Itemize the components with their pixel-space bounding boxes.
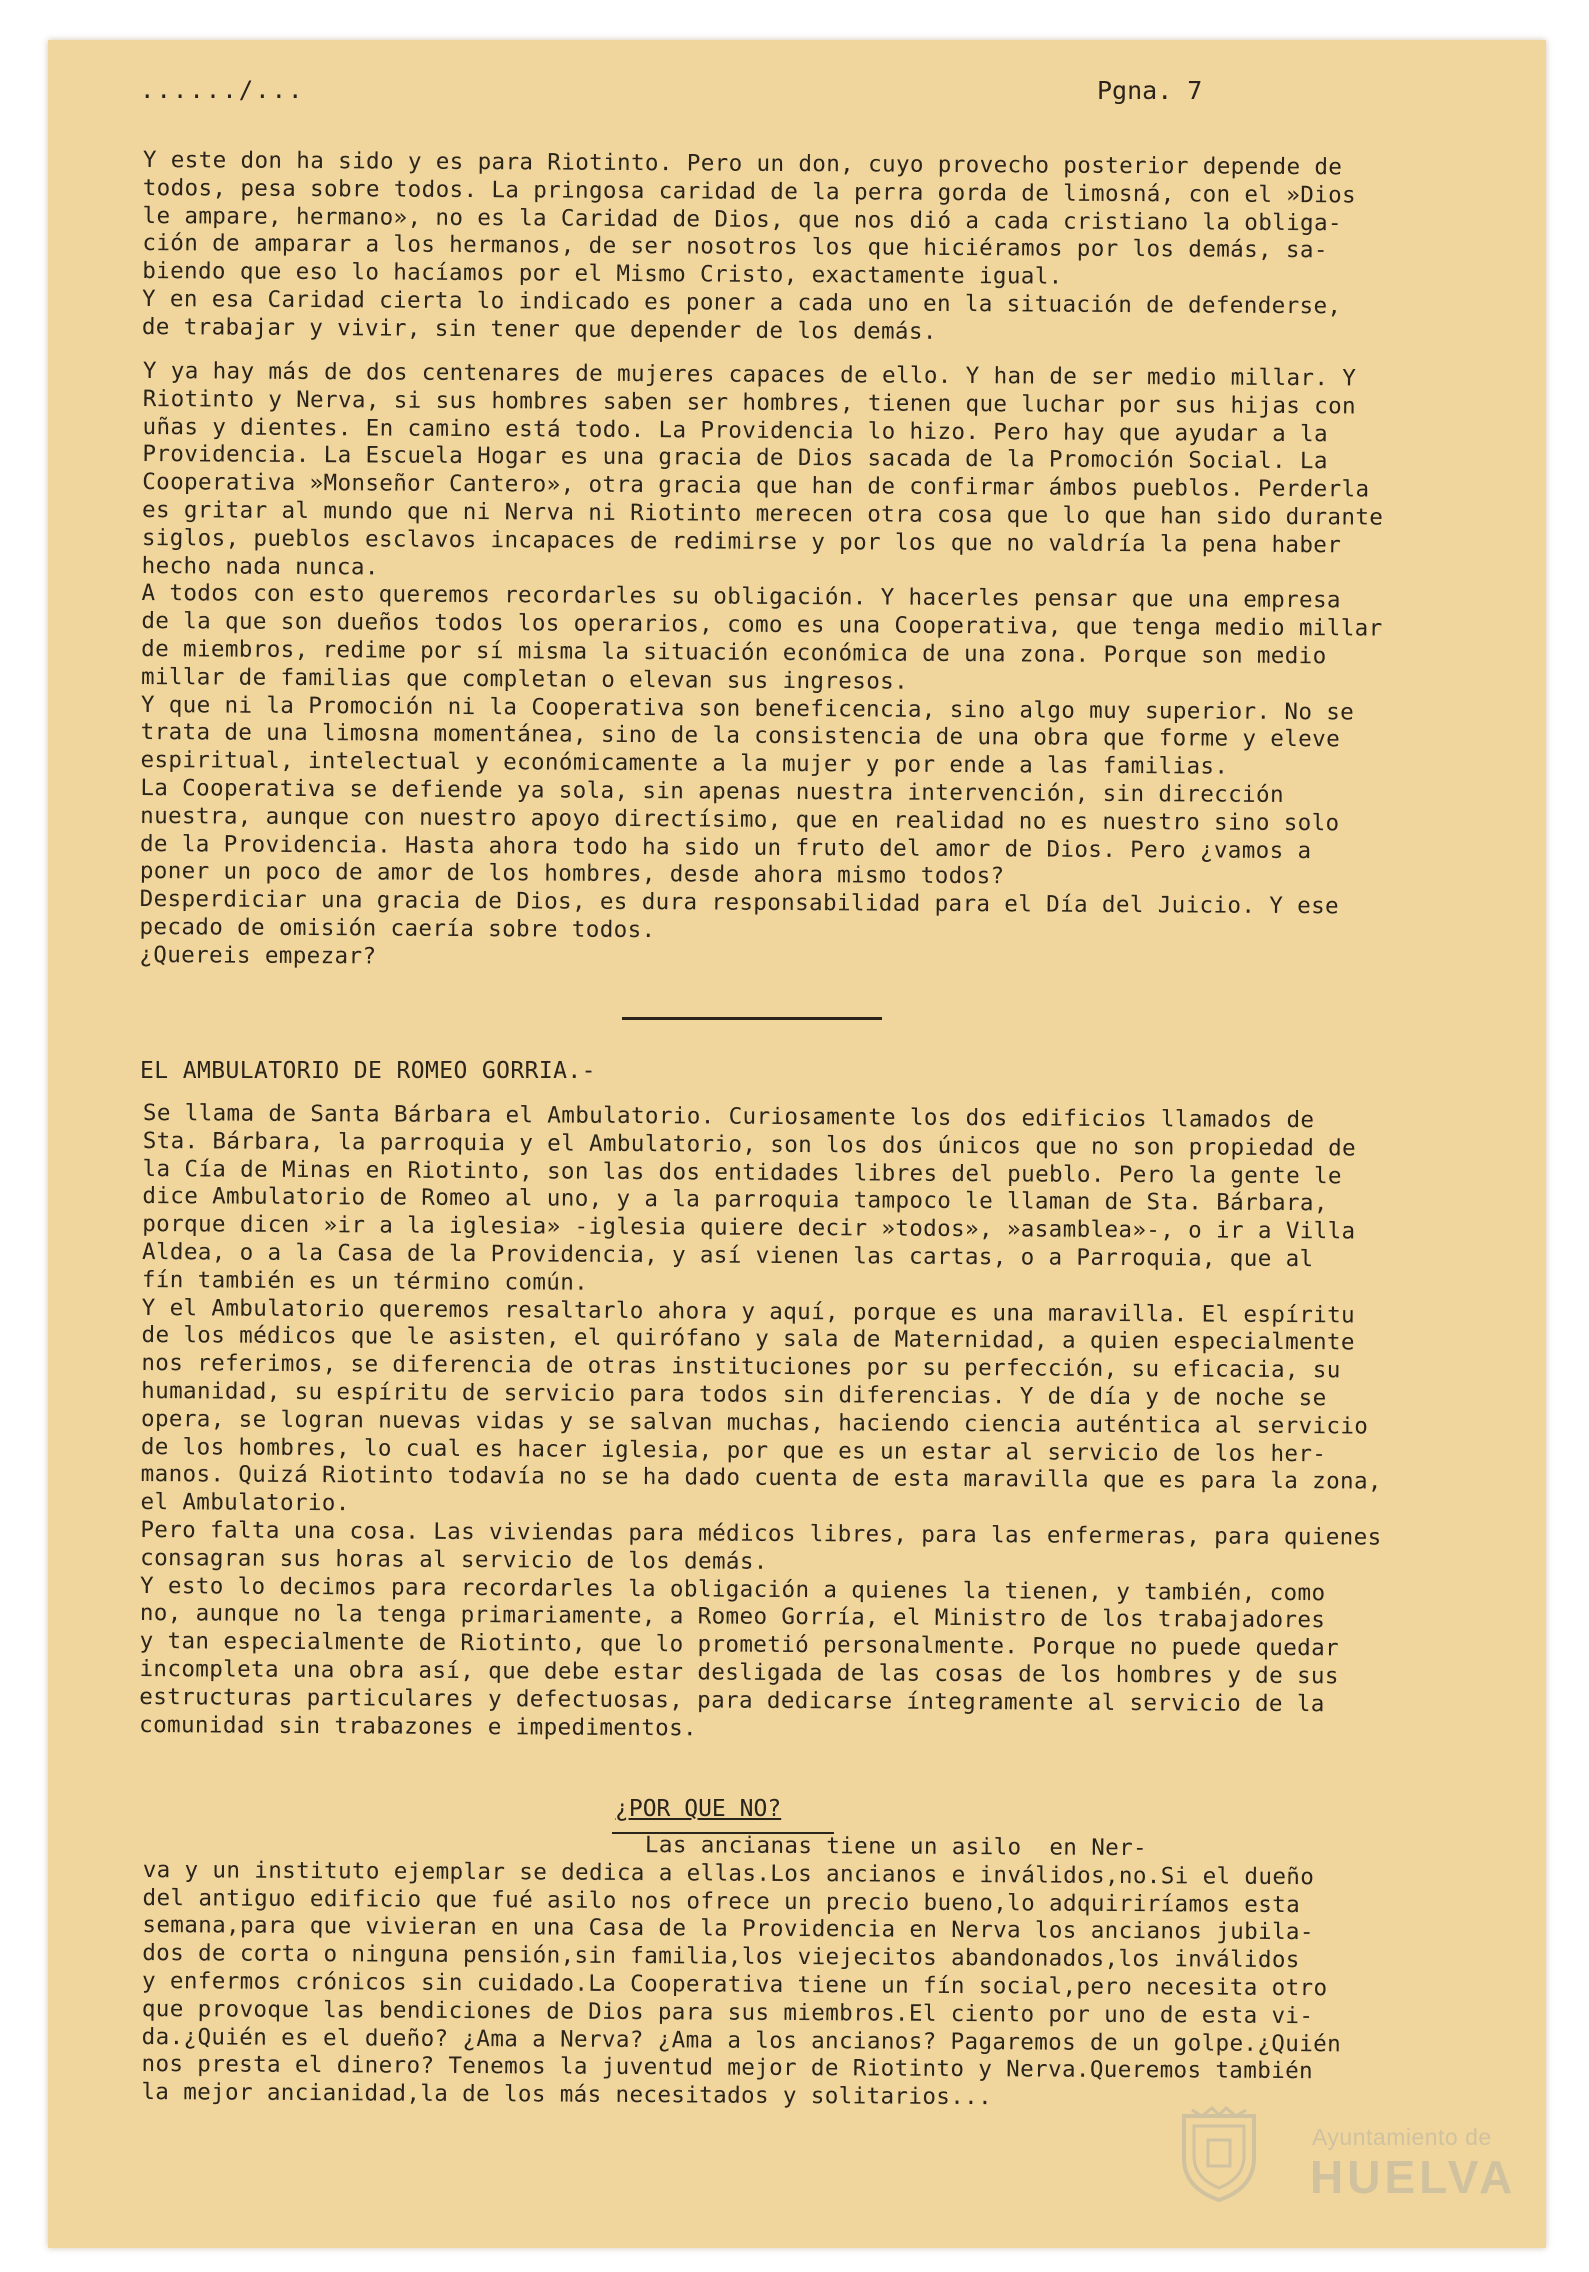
text-line: ción de amparar a los hermanos, de ser nosotros los que hiciéramos por los demás, sa- xyxy=(142,230,1328,264)
text-line: pecado de omisión caería sobre todos. xyxy=(139,913,656,944)
text-line: opera, se logran nuevas vidas y se salvan muchas, haciendo ciencia auténtica al servicio xyxy=(140,1405,1369,1440)
text-line: la Cía de Minas en Riotinto, son las dos entidades libres del pueblo. Pero la gente le xyxy=(142,1155,1343,1189)
text-line: de la Providencia. Hasta ahora todo ha sido un fruto del amor de Dios. Pero ¿vamos a xyxy=(139,830,1312,864)
text-line: ¿Quereis empezar? xyxy=(139,941,377,970)
text-line: Se llama de Santa Bárbara el Ambulatorio. Curiosamente los dos edificios llamados de xyxy=(142,1100,1315,1134)
text-line: semana,para que vivieran en una Casa de la Providencia en Nerva los ancianos jubila- xyxy=(142,1912,1314,1946)
text-line: le ampare, hermano», no es la Caridad de Dios, que nos dió a cada cristiano la obliga- xyxy=(142,202,1343,236)
text-line: trata de una limosna momentánea, sino de la consistencia de una obra que forme y eleve xyxy=(140,719,1341,753)
cooperativa-paragraphs xyxy=(139,358,1425,977)
section-divider xyxy=(622,1017,882,1020)
text-line: consagran sus horas al servicio de los demás. xyxy=(140,1544,768,1575)
text-line: Riotinto y Nerva, si sus hombres saben ser hombres, tienen que luchar por sus hijas con xyxy=(142,385,1357,420)
text-line: fín también es un término común. xyxy=(141,1266,589,1296)
text-line: Y que ni la Promoción ni la Cooperativa son beneficencia, sino algo muy superior. No se xyxy=(140,691,1355,725)
intro-paragraphs xyxy=(142,147,1425,349)
text-line: el Ambulatorio. xyxy=(140,1489,350,1517)
text-line: Providencia. La Escuela Hogar es una gracia de Dios sacada de la Promoción Social. La xyxy=(142,441,1328,475)
text-line: Y este don ha sido y es para Riotinto. Pero un don, cuyo provecho posterior depende de xyxy=(142,147,1343,181)
por-que-no-paragraphs xyxy=(141,1829,1425,2115)
page-number: Pgna. 7 xyxy=(1097,76,1203,105)
text-line: nos referimos, se diferencia de otras instituciones por su perfección, su eficacia, su xyxy=(141,1350,1341,1384)
city-shield-icon xyxy=(1178,2106,1260,2202)
text-line: A todos con esto queremos recordarles su obligación. Y hacerles pensar que una empresa xyxy=(141,580,1341,614)
text-line: Pero falta una cosa. Las viviendas para médicos libres, para las enfermeras, para quienes xyxy=(140,1516,1382,1551)
text-line: millar de familias que completan o elevan sus ingresos. xyxy=(140,663,909,695)
text-line: Las ancianas tiene un asilo en Ner- xyxy=(142,1829,1148,1862)
text-line: nos presta el dinero? Tenemos la juventud mejor de Riotinto y Nerva.Queremos también xyxy=(141,2051,1314,2085)
text-line: biendo que eso lo hacíamos por el Mismo Cristo, exactamente igual. xyxy=(142,258,1063,290)
text-line: Y esto lo decimos para recordarles la obligación a quienes la tienen, y también, como xyxy=(139,1572,1326,1606)
watermark-line-1: Ayuntamiento de xyxy=(1312,2124,1492,2150)
text-line: poner un poco de amor de los hombres, desde ahora mismo todos? xyxy=(139,858,1005,890)
text-line: nuestra, aunque con nuestro apoyo directísimo, que en realidad no es nuestro sino solo xyxy=(140,802,1340,837)
text-line: dos de corta o ninguna pensión,sin familia,los viejecitos abandonados,los inválidos xyxy=(142,1940,1300,1974)
text-line: uñas y dientes. En camino está todo. La Providencia lo hizo. Pero hay que ayudar a la xyxy=(142,413,1329,447)
text-line: va y un instituto ejemplar se dedica a ellas.Los ancianos e inválidos,no.Si el dueño xyxy=(142,1856,1315,1890)
text-line: Y en esa Caridad cierta lo indicado es poner a cada uno en la situación de defenderse, xyxy=(141,285,1342,320)
text-line: hecho nada nunca. xyxy=(141,552,379,581)
text-line: de la que son dueños todos los operarios, como es una Cooperativa, que tenga medio millar xyxy=(141,608,1383,642)
text-line: humanidad, su espíritu de servicio para todos sin diferencias. Y de día y de noche se xyxy=(141,1377,1327,1412)
text-line: de miembros, redime por sí misma la situación económica de una zona. Porque son medio xyxy=(141,635,1327,670)
text-line: Aldea, o a la Casa de la Providencia, y así vienen las cartas, o a Parroquia, que al xyxy=(141,1238,1314,1273)
text-line: Y ya hay más de dos centenares de mujeres capaces de ello. Y han de ser medio millar. Y xyxy=(142,358,1357,392)
text-line: de los hombres, lo cual es hacer iglesia, por que es un estar al servicio de los her- xyxy=(140,1433,1327,1467)
por-que-no-heading: ¿POR QUE NO? xyxy=(615,1796,782,1822)
text-line: Desperdiciar una gracia de Dios, es dura responsabilidad para el Día del Juicio. Y ese xyxy=(139,886,1340,920)
text-line: del antiguo edificio que fué asilo nos ofrece un precio bueno,lo adquiriríamos esta xyxy=(142,1884,1301,1918)
text-line: porque dicen »ir a la iglesia» -iglesia quiere decir »todos», »asamblea»-, o ir a Villa xyxy=(142,1211,1356,1245)
text-line: de los médicos que le asisten, el quirófano y sala de Maternidad, a quien especialmente xyxy=(141,1322,1355,1356)
text-line: Cooperativa »Monseñor Cantero», otra gracia que han de confirmar ámbos pueblos. Perderla xyxy=(142,469,1370,503)
ambulatorio-paragraphs xyxy=(139,1100,1425,1747)
text-line: Sta. Bárbara, la parroquia y el Ambulatorio, son los dos únicos que no son propiedad de xyxy=(142,1127,1357,1162)
text-line: todos, pesa sobre todos. La pringosa caridad de la perra gorda de limosná, con el »Dios xyxy=(142,174,1357,209)
text-line: Y el Ambulatorio queremos resaltarlo ahora y aquí, porque es una maravilla. El espíritu xyxy=(141,1294,1356,1328)
text-line: da.¿Quién es el dueño? ¿Ama a Nerva? ¿Ama a los ancianos? Pagaremos de un golpe.¿Quién xyxy=(141,2023,1342,2057)
text-line: estructuras particulares y defectuosas, para dedicarse íntegramente al servicio de la xyxy=(139,1683,1325,1717)
text-line: dice Ambulatorio de Romeo al uno, y a la parroquia tampoco le llaman de Sta. Bárbara, xyxy=(142,1183,1328,1217)
text-line: de trabajar y vivir, sin tener que depender de los demás. xyxy=(141,313,937,345)
text-line: siglos, pueblos esclavos incapaces de redimirse y por los que no valdría la pena haber xyxy=(141,524,1342,559)
text-line: no, aunque no la tenga primariamente, a Romeo Gorría, el Ministro de los trabajadores xyxy=(139,1600,1326,1634)
text-line: espiritual, intelectual y económicamente a la mujer y por ende a las familias. xyxy=(140,747,1229,780)
watermark-line-2: HUELVA xyxy=(1310,2151,1517,2203)
text-line: comunidad sin trabazones e impedimentos. xyxy=(139,1711,698,1741)
text-line: y tan especialmente de Riotinto, que lo prometió personalmente. Porque no puede quedar xyxy=(139,1628,1340,1662)
text-line: la mejor ancianidad,la de los más necesitados y solitarios... xyxy=(141,2079,993,2111)
text-line: y enfermos crónicos sin cuidado.La Cooperativa tiene un fín social,pero necesita otro xyxy=(141,1967,1328,2002)
text-line: manos. Quizá Riotinto todavía no se ha dado cuenta de esta maravilla que es para la zona, xyxy=(140,1461,1382,1495)
text-line: La Cooperativa se defiende ya sola, sin apenas nuestra intervención, sin dirección xyxy=(140,774,1285,808)
text-line: que provoque las bendiciones de Dios para sus miembros.El ciento por uno de esta vi- xyxy=(141,1995,1314,2029)
text-line: es gritar al mundo que ni Nerva ni Riotinto merecen otra cosa que lo que han sido durante xyxy=(141,496,1384,531)
page-continuation-marker: ....../... xyxy=(140,76,305,104)
archive-watermark xyxy=(1178,2102,1517,2203)
ambulatorio-heading: EL AMBULATORIO DE ROMEO GORRIA.- xyxy=(140,1058,596,1084)
text-line: incompleta una obra así, que debe estar desligada de las cosas de los hombres y de sus xyxy=(139,1655,1339,1690)
